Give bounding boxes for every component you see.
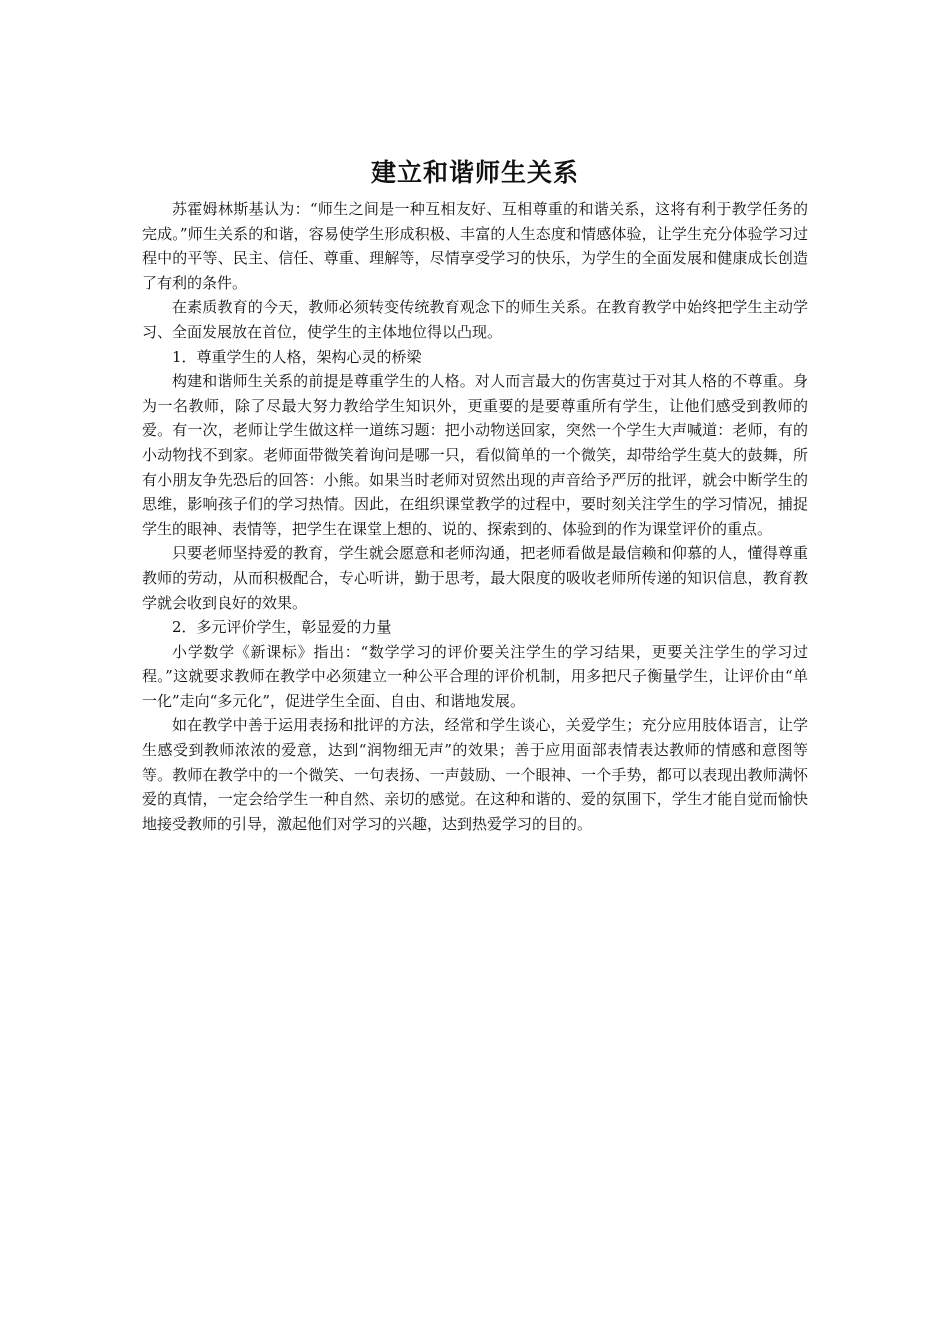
paragraph-intro: 苏霍姆林斯基认为：“师生之间是一种互相友好、互相尊重的和谐关系，这将有利于教学任务的完成。”师生关系的和谐，容易使学生形成积极、丰富的人生态度和情感体验，让学生充分体验学习过程中的平等、民主、信任、尊重、理解等，尽情享受学习的快乐，为学生的全面发展和健康成长创造了有利的条件。 bbox=[142, 200, 808, 292]
paragraph-new-curriculum: 小学数学《新课标》指出：“数学学习的评价要关注学生的学习结果，更要关注学生的学习过程。”这就要求教师在教学中必须建立一种公平合理的评价机制，用多把尺子衡量学生，让评价由“单一化”走向“多元化”，促进学生全面、自由、和谐地发展。 bbox=[142, 642, 808, 710]
section-heading-1: 1．尊重学生的人格，架构心灵的桥梁 bbox=[172, 347, 422, 366]
section-heading-2: 2．多元评价学生，彰显爱的力量 bbox=[172, 618, 392, 637]
paragraph-respect-personality: 构建和谐师生关系的前提是尊重学生的人格。对人而言最大的伤害莫过于对其人格的不尊重。身为一名教师，除了尽最大努力教给学生知识外，更重要的是要尊重所有学生，让他们感受到教师的爱。有一次，老师让学生做这样一道练习题：把小动物送回家，突然一个学生大声喊道：老师，有的小动物找不到家。老师面带微笑着询问是哪一只，看似简单的一个微笑，却带给学生莫大的鼓舞，所有小朋友争先恐后的回答：小熊。如果当时老师对贸然出现的声音给予严厉的批评，就会中断学生的思维，影响孩子们的学习热情。因此，在组织课堂教学的过程中，要时刻关注学生的学习情况，捕捉学生的眼神、表情等，把学生在课堂上想的、说的、探索到的、体验到的作为课堂评价的重点。 bbox=[142, 372, 808, 538]
paragraph-education-of-love: 只要老师坚持爱的教育，学生就会愿意和老师沟通，把老师看做是最信赖和仰慕的人，懂得尊重教师的劳动，从而积极配合，专心听讲，勤于思考，最大限度的吸收老师所传递的知识信息，教育教学就会收到良好的效果。 bbox=[142, 544, 808, 612]
paragraph-quality-education: 在素质教育的今天，教师必须转变传统教育观念下的师生关系。在教育教学中始终把学生主动学习、全面发展放在首位，使学生的主体地位得以凸现。 bbox=[142, 298, 808, 341]
document-title: 建立和谐师生关系 bbox=[370, 158, 579, 187]
document-page bbox=[142, 150, 808, 836]
paragraph-praise-and-body-language: 如在教学中善于运用表扬和批评的方法，经常和学生谈心，关爱学生；充分应用肢体语言，让学生感受到教师浓浓的爱意，达到“润物细无声”的效果；善于应用面部表情表达教师的情感和意图等等。教师在教学中的一个微笑、一句表扬、一声鼓励、一个眼神、一个手势，都可以表现出教师满怀爱的真情，一定会给学生一种自然、亲切的感觉。在这种和谐的、爱的氛围下，学生才能自觉而愉快地接受教师的引导，激起他们对学习的兴趣，达到热爱学习的目的。 bbox=[142, 716, 808, 833]
